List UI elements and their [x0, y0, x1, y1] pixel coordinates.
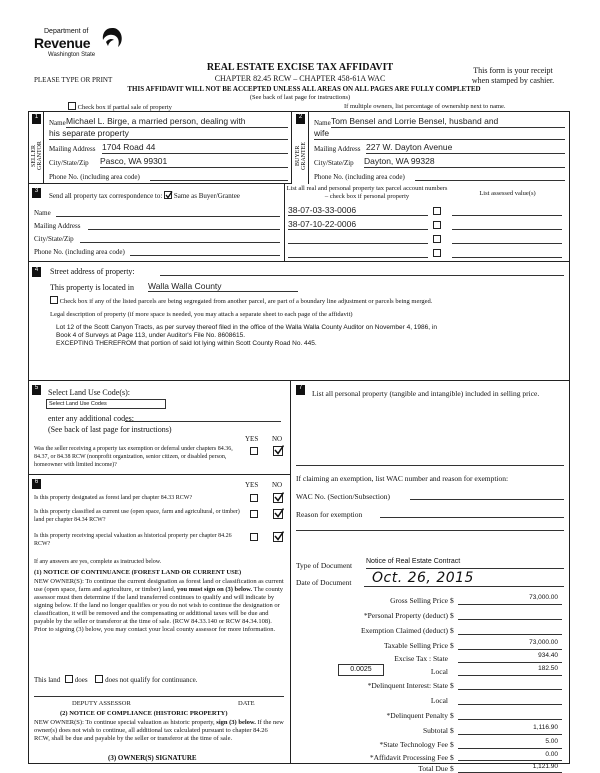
corr-mailing[interactable]	[88, 220, 280, 230]
parcel-number[interactable]: 38-07-03-33-0006	[288, 205, 428, 216]
personal-property-checkbox[interactable]	[433, 221, 441, 229]
section6-number: 6	[32, 479, 41, 489]
notice2-a: NEW OWNER(S): To continue special valuation as historic property,	[34, 719, 215, 726]
notice2-text	[34, 719, 284, 743]
wac-label: WAC No. (Section/Subsection)	[296, 492, 390, 501]
yes-header: YES	[245, 435, 259, 443]
current-use-question: Is this property classified as current use (open space, farm and agricultural, or timber) land per chapter 84.34 RCW?	[34, 509, 240, 523]
seller-name-line1[interactable]: Michael L. Birge, a married person, dealing with	[66, 116, 288, 128]
dollar-sign: $	[450, 681, 454, 690]
warning-line: THIS AFFIDAVIT WILL NOT BE ACCEPTED UNLESS ALL AREAS ON ALL PAGES ARE FULLY COMPLETED	[127, 85, 481, 93]
buyer-mailing-label: Mailing Address	[314, 145, 361, 153]
forest-yes-checkbox[interactable]	[250, 494, 258, 502]
personal-property-label: List all personal property (tangible and intangible) included in selling price.	[312, 389, 540, 398]
notice2-c: If the new owner(s) does not wish to continue, all additional tax calculated pursuant to chapter 84.26 RCW, shall be due and payable by the seller or transferor at the time of sale.	[34, 719, 284, 742]
no-header: NO	[272, 481, 283, 489]
legal-line: Lot 12 of the Scott Canyon Tracts, as per survey thereof filed in the office of the Walla Walla County Auditor on November 4, 1986, in	[56, 324, 437, 331]
excise-state-value[interactable]: 934.40	[458, 652, 562, 663]
this-land-row	[34, 675, 197, 684]
local-label: Local	[430, 667, 448, 676]
parcel-number[interactable]	[288, 233, 428, 244]
same-as-buyer-checkbox[interactable]	[164, 191, 172, 199]
buyer-side-label: BUYER GRANTEE	[295, 142, 307, 170]
reason-input[interactable]	[380, 508, 564, 518]
dor-logo	[34, 24, 124, 68]
seller-city[interactable]: Pasco, WA 99301	[100, 156, 288, 168]
delinq-penalty-value[interactable]	[458, 709, 562, 720]
buyer-name-line2[interactable]: wife	[314, 128, 565, 140]
notice1-title: (1) NOTICE OF CONTINUANCE (FOREST LAND OR CURRENT USE)	[34, 569, 242, 576]
personal-deduct-label: *Personal Property (deduct)	[363, 611, 448, 620]
parcel-number[interactable]	[288, 247, 428, 258]
processing-fee-value[interactable]: 0.00	[458, 751, 562, 761]
dept-line2: Revenue	[34, 35, 91, 51]
deputy-date-label: DATE	[238, 700, 255, 707]
seller-mailing[interactable]: 1704 Road 44	[102, 142, 288, 154]
seller-phone[interactable]	[150, 170, 288, 181]
street-label: Street address of property:	[50, 267, 135, 276]
receipt-note-1: This form is your receipt	[473, 66, 553, 75]
yes-header: YES	[245, 481, 259, 489]
dollar-sign: $	[450, 626, 454, 635]
exemption-question: Was the seller receiving a property tax exemption or deferral under chapters 84.36, 84.37, or 84.38 RCW (nonprofit organization, senior citizen, or disabled person, homeowner with limited income)?	[34, 446, 233, 468]
land-does-checkbox[interactable]	[65, 675, 73, 683]
owner-signature-label: (3) OWNER(S) SIGNATURE	[108, 754, 197, 762]
taxable-label: Taxable Selling Price	[383, 641, 448, 650]
dollar-sign: $	[450, 596, 454, 605]
send-to-row	[49, 191, 240, 200]
segregated-row	[50, 296, 432, 305]
checkmark-icon	[274, 445, 284, 455]
dept-line3: Washington State	[48, 52, 96, 58]
buyer-phone[interactable]	[415, 170, 565, 181]
assessed-value[interactable]	[452, 219, 562, 230]
exemption-claimed-value[interactable]	[458, 624, 562, 635]
buyer-name-label: Name	[314, 119, 331, 127]
located-county[interactable]: Walla Walla County	[148, 281, 298, 292]
partial-sale-checkbox[interactable]	[68, 102, 76, 110]
total-due-value[interactable]: 1,121.90	[458, 763, 562, 773]
please-type: PLEASE TYPE OR PRINT	[34, 76, 113, 84]
processing-fee-label: *Affidavit Processing Fee	[369, 753, 448, 762]
dollar-sign: $	[450, 726, 454, 735]
receipt-note-2: when stamped by cashier.	[471, 76, 555, 85]
delinq-state-label: *Delinquent Interest: State	[367, 681, 448, 690]
buyer-number: 2	[296, 114, 305, 124]
if-yes-note: If any answers are yes, complete as instructed below.	[34, 559, 162, 565]
corr-name-label: Name	[34, 209, 51, 217]
notice1-text	[34, 578, 284, 634]
delinq-penalty-label: *Delinquent Penalty	[386, 711, 448, 720]
checkmark-icon	[274, 492, 284, 502]
deputy-assessor-signature[interactable]	[34, 687, 284, 697]
personal-property-checkbox[interactable]	[433, 207, 441, 215]
corr-city-label: City/State/Zip	[34, 235, 74, 243]
seller-name-label: Name	[49, 119, 66, 127]
exemption-label: If claiming an exemption, list WAC number and reason for exemption:	[296, 474, 509, 483]
exemption-no-checkbox[interactable]	[273, 446, 283, 456]
exemption-yes-checkbox[interactable]	[250, 447, 258, 455]
historic-question: Is this property receiving special valuation as historical property per chapter 84.26 RCW?	[34, 533, 232, 547]
legal-description[interactable]	[56, 324, 566, 348]
personal-property-checkbox[interactable]	[433, 249, 441, 257]
taxable-value[interactable]: 73,000.00	[458, 639, 562, 650]
subtotal-label: Subtotal	[422, 726, 448, 735]
segregated-label: Check box if any of the listed parcels are being segregated from another parcel, are part of a boundary line adjustment or parcels being merged.	[59, 298, 433, 305]
reason-label: Reason for exemption	[296, 510, 363, 519]
seller-number: 1	[32, 114, 41, 124]
seller-phone-label: Phone No. (including area code)	[49, 173, 140, 181]
notice2-b: sign (3) below.	[216, 719, 256, 726]
deputy-assessor-label: DEPUTY ASSESSOR	[72, 700, 131, 707]
legal-label: Legal description of property (if more space is needed, you may attach a separate sheet to each page of the affidavit)	[50, 311, 353, 318]
local-value[interactable]: 182.50	[458, 665, 562, 676]
personal-property-checkbox[interactable]	[433, 235, 441, 243]
excise-state-label: Excise Tax : State	[394, 654, 448, 663]
exemption-claimed-label: Exemption Claimed (deduct)	[360, 626, 448, 635]
buyer-name-line1[interactable]: Tom Bensel and Lorrie Bensel, husband and	[331, 116, 565, 128]
corr-city[interactable]	[80, 233, 280, 243]
corr-phone[interactable]	[130, 246, 280, 256]
forest-land-question: Is this property designated as forest land per chapter 84.33 RCW?	[34, 495, 193, 501]
checkmark-icon	[274, 508, 284, 518]
gross-label: Gross Selling Price	[390, 596, 448, 605]
notice2-title: (2) NOTICE OF COMPLIANCE (HISTORIC PROPERTY)	[60, 710, 228, 717]
land-use-title: Select Land Use Code(s):	[48, 388, 130, 397]
gross-value[interactable]: 73,000.00	[458, 594, 562, 605]
legal-line: EXCEPTING THEREFROM that portion of said lot lying within Scott County Road No. 445.	[56, 340, 317, 347]
assessed-header: List assessed value(s)	[479, 190, 536, 197]
legal-line: Book 4 of Surveys at Page 113, under Auditor's File No. 8608615.	[56, 332, 246, 339]
land-use-see-back: (See back of last page for instructions)	[48, 425, 172, 434]
historic-no-checkbox[interactable]	[273, 532, 283, 542]
seller-mailing-label: Mailing Address	[49, 145, 96, 153]
no-header: NO	[272, 435, 283, 443]
parcels-header: List all real and personal property tax parcel account numbers – check box if personal property	[286, 185, 448, 200]
assessed-value[interactable]	[452, 247, 562, 258]
chapter-line: CHAPTER 82.45 RCW – CHAPTER 458-61A WAC	[214, 74, 386, 83]
doc-date[interactable]: Oct. 26, 2015	[364, 570, 564, 587]
historic-yes-checkbox[interactable]	[250, 533, 258, 541]
buyer-phone-label: Phone No. (including area code)	[314, 173, 405, 181]
dollar-sign: $	[450, 641, 454, 650]
delinq-local-label: Local	[430, 696, 448, 705]
delinq-local-value[interactable]	[458, 694, 562, 705]
corr-phone-label: Phone No. (including area code)	[34, 248, 125, 256]
notice1-body2: The county assessor must then determine if the land transferred continues to qualify and will indicate by signing below. If the land no longer qualifies or you do not wish to continue the designation or classification, it will be removed and the compensating or additional taxes will be due and payable by the seller or transferor at the time of sale. (RCW 84.33.140 or RCW 84.34.108). Prior to signing (3) below, you may contact your local county assessor for more information.	[34, 586, 284, 633]
land-use-select[interactable]: Select Land Use Codes	[46, 399, 166, 409]
corr-mailing-label: Mailing Address	[34, 222, 81, 230]
personal-deduct-value[interactable]	[458, 609, 562, 620]
segregated-checkbox[interactable]	[50, 296, 58, 304]
this-land-label: This land	[34, 676, 61, 684]
partial-sale-row	[68, 102, 172, 111]
section7-number: 7	[296, 385, 305, 395]
buyer-city[interactable]: Dayton, WA 99328	[364, 156, 565, 168]
section3-number: 3	[32, 188, 41, 198]
seller-side-label: SELLER GRANTOR	[31, 141, 43, 171]
delinq-state-value[interactable]	[458, 679, 562, 690]
dollar-sign: $	[450, 764, 454, 773]
form-title: REAL ESTATE EXCISE TAX AFFIDAVIT	[206, 62, 394, 73]
current-use-no-checkbox[interactable]	[273, 509, 283, 519]
dor-logo-icon	[100, 26, 124, 52]
dept-line1: Department of	[44, 28, 89, 35]
assessed-value[interactable]	[452, 205, 562, 216]
additional-codes-input[interactable]	[125, 413, 281, 422]
doc-date-label: Date of Document	[296, 578, 352, 587]
dollar-sign: $	[450, 753, 454, 762]
total-due-label: Total Due	[418, 764, 448, 773]
land-does-not-checkbox[interactable]	[95, 675, 103, 683]
parcel-number[interactable]: 38-07-10-22-0006	[288, 219, 428, 230]
checkmark-icon	[165, 191, 173, 199]
see-back-header: (See back of last page for instructions)	[249, 94, 351, 101]
dollar-sign: $	[450, 611, 454, 620]
same-as-buyer-label: Same as Buyer/Grantee	[173, 192, 240, 200]
assessed-value[interactable]	[452, 233, 562, 244]
subtotal-value[interactable]: 1,116.90	[458, 724, 562, 735]
wac-input[interactable]	[410, 490, 564, 500]
doc-type-label: Type of Document	[296, 561, 353, 570]
buyer-city-label: City/State/Zip	[314, 159, 354, 167]
dollar-sign: $	[450, 711, 454, 720]
street-address[interactable]	[160, 265, 564, 276]
corr-name[interactable]	[56, 207, 280, 217]
notice1-body: NEW OWNER(S): To continue the current designation as forest land or classification as current use (open space, farm and agriculture, or timber) land,	[34, 578, 284, 593]
forest-no-checkbox[interactable]	[273, 493, 283, 503]
section4-number: 4	[32, 267, 41, 277]
doc-type[interactable]: Notice of Real Estate Contract	[366, 558, 564, 569]
tech-fee-value[interactable]: 5.00	[458, 738, 562, 749]
multiple-owners-note: If multiple owners, list percentage of ownership next to name.	[344, 103, 506, 110]
current-use-yes-checkbox[interactable]	[250, 510, 258, 518]
notice1-bold: you must sign on (3) below.	[176, 586, 253, 593]
checkmark-icon	[274, 531, 284, 541]
section5-number: 5	[32, 385, 41, 395]
local-rate[interactable]: 0.0025	[338, 664, 384, 676]
seller-city-label: City/State/Zip	[49, 159, 89, 167]
partial-sale-label: Check box if partial sale of property	[77, 104, 172, 111]
seller-name-line2[interactable]: his separate property	[49, 128, 288, 140]
located-label: This property is located in	[50, 283, 134, 292]
land-does-label: does	[74, 676, 88, 684]
tech-fee-label: *State Technology Fee	[379, 740, 448, 749]
send-to-label: Send all property tax correspondence to:	[49, 192, 163, 200]
buyer-mailing[interactable]: 227 W. Dayton Avenue	[366, 142, 565, 154]
additional-codes-label: enter any additional codes:	[48, 414, 134, 423]
land-does-not-label: does not qualify for continuance.	[105, 676, 198, 684]
dollar-sign: $	[450, 740, 454, 749]
